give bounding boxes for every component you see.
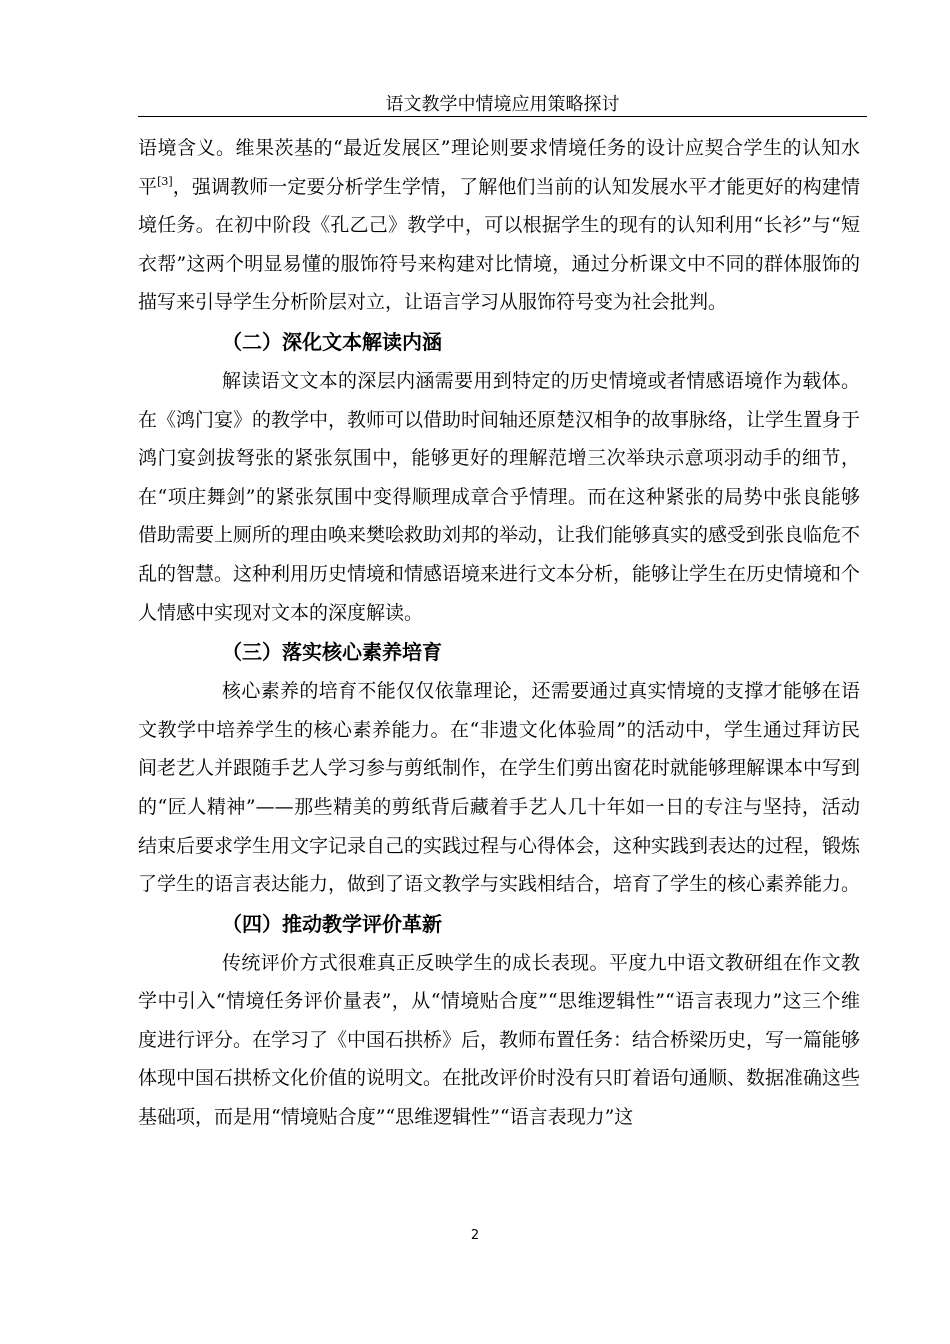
running-header: 语文教学中情境应用策略探讨 bbox=[385, 94, 620, 115]
paragraph-text: ，强调教师一定要分析学生学情，了解他们当前的认知发展水平才能更好的构建情境任务。在初中阶段《孔乙己》教学中，可以根据学生的现有的认知利用“长衫”与“短衣帮”这两个明显易懂的服饰符号来构建对比情境，通过分析课文中不同的群体服饰的描写来引导学生分析阶层对立，让语言学习从服饰符号变为社会批判。 bbox=[138, 175, 860, 314]
paragraph: 传统评价方式很难真正反映学生的成长表现。平度九中语文教研组在作文教学中引入“情境任务评价量表”，从“情境贴合度”“思维逻辑性”“语言表现力”这三个维度进行评分。在学习了《中国石拱桥》后，教师布置任务：结合桥梁历史，写一篇能够体现中国石拱桥文化价值的说明文。在批改评价时没有只盯着语句通顺、数据准确这些基础项，而是用“情境贴合度”“思维逻辑性”“语言表现力”这 bbox=[138, 951, 861, 1129]
paragraph-text: 语境含义。维果茨基的“最近发展区”理论则要求情境任务的设计应契合学生的认知水平 bbox=[138, 137, 860, 198]
paragraph: 核心素养的培育不能仅仅依靠理论，还需要通过真实情境的支撑才能够在语文教学中培养学生的核心素养能力。在“非遗文化体验周”的活动中，学生通过拜访民间老艺人并跟随手艺人学习参与剪纸制作，在学生们剪出窗花时就能够理解课本中写到的“匠人精神”——那些精美的剪纸背后藏着手艺人几十年如一日的专注与坚持，活动结束后要求学生用文字记录自己的实践过程与心得体会，这种实践到表达的过程，锻炼了学生的语言表达能力，做到了语文教学与实践相结合，培育了学生的核心素养能力。 bbox=[138, 680, 861, 896]
page-number: 2 bbox=[470, 1228, 480, 1243]
paragraph: 解读语文文本的深层内涵需要用到特定的历史情境或者情感语境作为载体。在《鸿门宴》的教学中，教师可以借助时间轴还原楚汉相争的故事脉络，让学生置身于鸿门宴剑拔弩张的紧张氛围中，能够更好的理解范增三次举玦示意项羽动手的细节，在“项庄舞剑”的紧张氛围中变得顺理成章合乎情理。而在这种紧张的局势中张良能够借助需要上厕所的理由唤来樊哙救助刘邦的举动，让我们能够真实的感受到张良临危不乱的智慧。这种利用历史情境和情感语境来进行文本分析，能够让学生在历史情境和个人情感中实现对文本的深度解读。 bbox=[138, 369, 861, 624]
section-heading: （三）落实核心素养培育 bbox=[222, 640, 442, 665]
section-heading: （四）推动教学评价革新 bbox=[222, 911, 442, 936]
citation-reference[interactable]: [3] bbox=[157, 174, 173, 188]
section-heading: （二）深化文本解读内涵 bbox=[222, 329, 442, 354]
paragraph bbox=[138, 129, 860, 322]
header-rule bbox=[138, 116, 867, 117]
document-body bbox=[138, 129, 860, 1137]
